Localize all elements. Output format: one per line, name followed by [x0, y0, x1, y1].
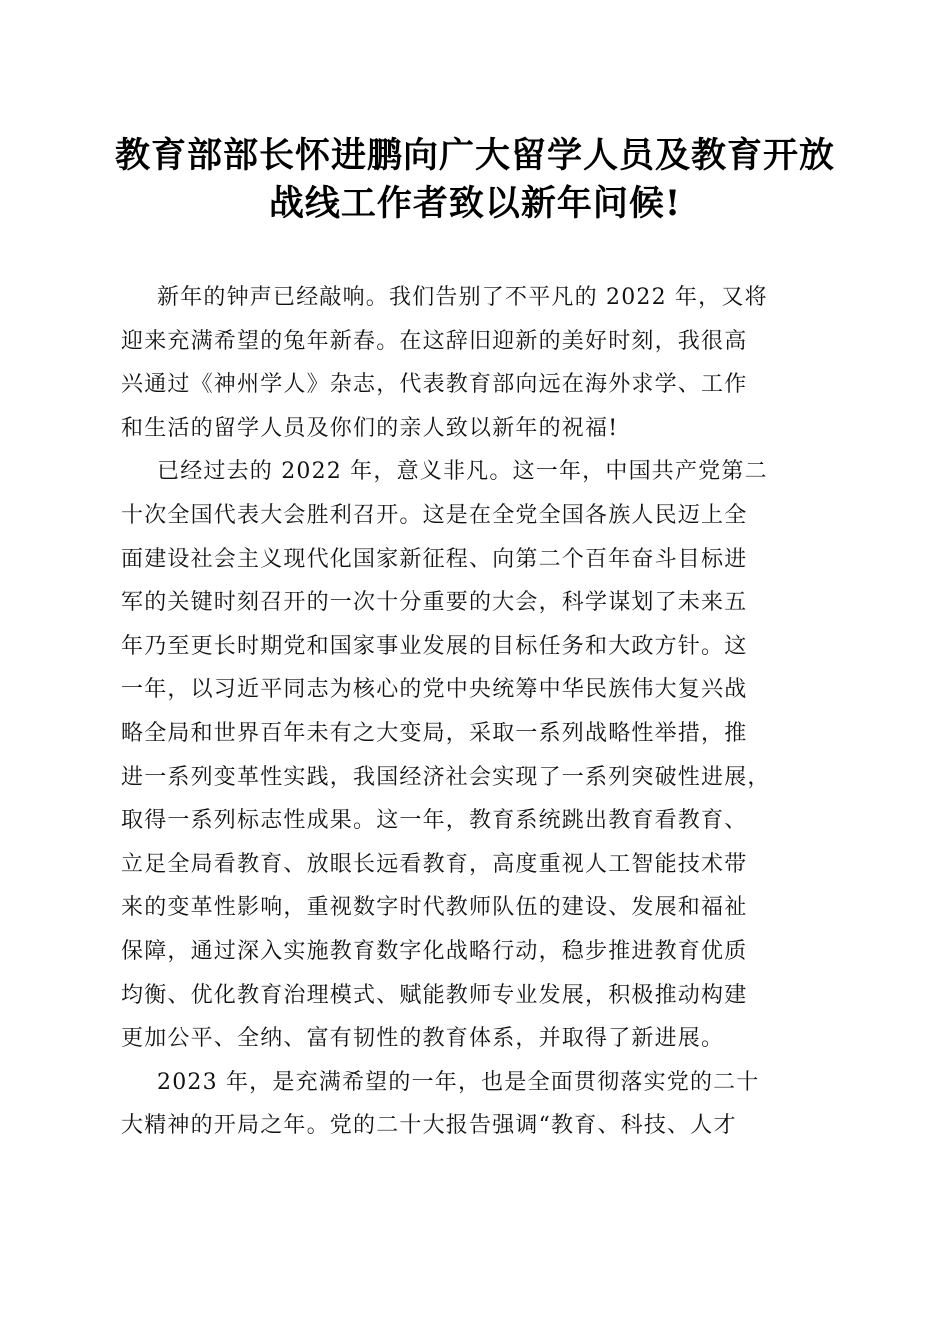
text-line: 新年的钟声已经敲响。我们告别了不平凡的 2022 年，又将: [157, 285, 768, 310]
text-line: 来的变革性影响，重视数字时代教师队伍的建设、发展和福祉: [121, 895, 748, 921]
title-line: 教育部部长怀进鹏向广大留学人员及教育开放: [114, 135, 835, 176]
paragraph-2022-review: [121, 450, 831, 1060]
text-line: 年乃至更长时期党和国家事业发展的目标任务和大政方针。这: [121, 633, 748, 659]
text-line: 和生活的留学人员及你们的亲人致以新年的祝福!: [121, 415, 619, 441]
title-line: 战线工作者致以新年问候!: [268, 183, 682, 224]
text-line: 进一系列变革性实践，我国经济社会实现了一系列突破性进展，: [121, 764, 771, 790]
text-line: 一年，以习近平同志为核心的党中央统筹中华民族伟大复兴战: [121, 677, 748, 703]
text-line: 已经过去的 2022 年，意义非凡。这一年，中国共产党第二: [157, 459, 768, 485]
text-line: 大精神的开局之年。党的二十大报告强调“教育、科技、人才: [121, 1113, 737, 1139]
paragraph-2023-outlook: [121, 1061, 831, 1148]
text-line: 保障，通过深入实施教育数字化战略行动，稳步推进教育优质: [121, 938, 748, 964]
text-line: 立足全局看教育、放眼长远看教育，高度重视人工智能技术带: [121, 851, 748, 877]
text-line: 略全局和世界百年未有之大变局，采取一系列战略性举措，推: [121, 720, 748, 746]
text-line: 2023 年，是充满希望的一年，也是全面贯彻落实党的二十: [157, 1069, 760, 1095]
text-line: 十次全国代表大会胜利召开。这是在全党全国各族人民迈上全: [121, 502, 748, 528]
text-line: 兴通过《神州学人》杂志，代表教育部向远在海外求学、工作: [121, 372, 748, 398]
text-line: 面建设社会主义现代化国家新征程、向第二个百年奋斗目标进: [121, 546, 748, 572]
text-line: 军的关键时刻召开的一次十分重要的大会，科学谋划了未来五: [121, 590, 748, 616]
document-title: [110, 132, 840, 228]
text-line: 迎来充满希望的兔年新春。在这辞旧迎新的美好时刻，我很高: [121, 328, 748, 354]
text-line: 取得一系列标志性成果。这一年，教育系统跳出教育看教育、: [121, 808, 748, 834]
text-line: 均衡、优化教育治理模式、赋能教师专业发展，积极推动构建: [121, 982, 748, 1008]
document-body: [121, 276, 831, 1148]
text-line: 更加公平、全纳、富有韧性的教育体系，并取得了新进展。: [121, 1026, 725, 1052]
paragraph-new-year-greeting: [121, 276, 831, 450]
